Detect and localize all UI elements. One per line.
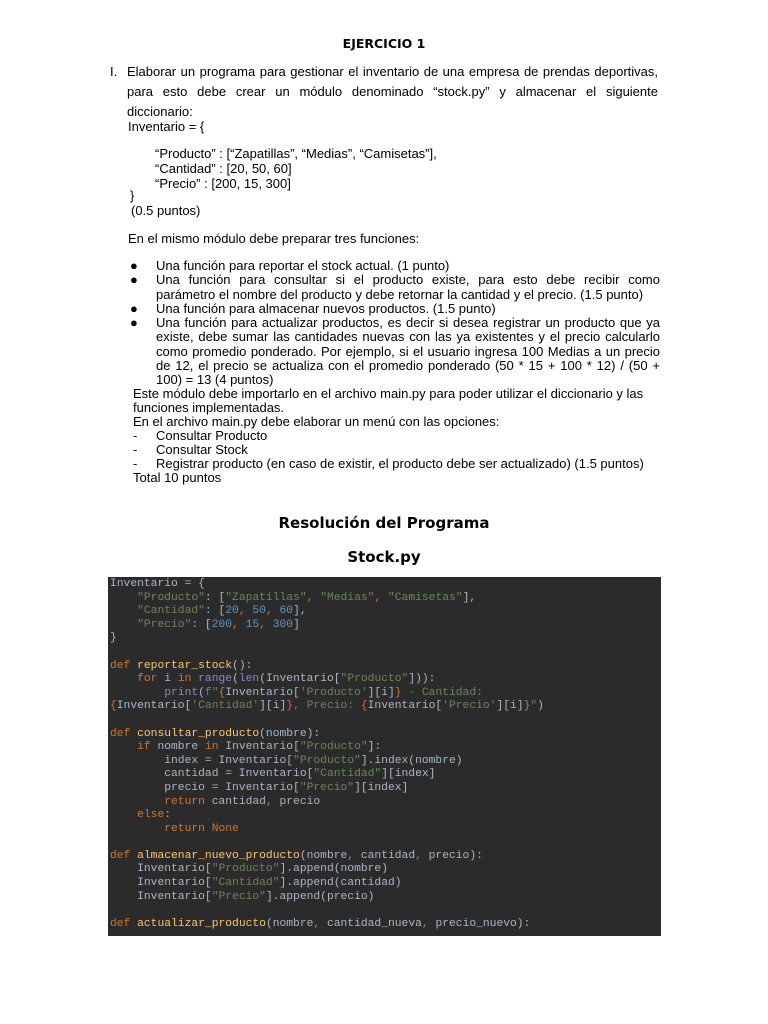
code-token: ][i] bbox=[496, 700, 524, 713]
file-title: Stock.py bbox=[347, 548, 421, 566]
dict-open: Inventario = { bbox=[128, 119, 205, 134]
code-listing bbox=[108, 577, 661, 931]
dict-close: } bbox=[130, 188, 135, 203]
code-token: def bbox=[110, 849, 138, 862]
code-token: , bbox=[238, 605, 253, 618]
code-token: } bbox=[523, 700, 531, 713]
code-token: in bbox=[204, 741, 226, 754]
code-token: return None bbox=[164, 822, 239, 835]
code-line bbox=[110, 632, 661, 646]
code-token: "Precio" bbox=[299, 781, 355, 794]
code-token: ][index] bbox=[354, 781, 409, 794]
code-line bbox=[110, 741, 661, 755]
code-token: , bbox=[347, 849, 361, 862]
bullet-icon: ● bbox=[130, 315, 138, 331]
code-token: Inventario = { bbox=[110, 578, 205, 590]
code-token: } bbox=[286, 700, 294, 713]
code-token: Inventario[ bbox=[367, 700, 443, 713]
list-item: ● Una función para almacenar nuevos productos. (1.5 punto) bbox=[130, 300, 496, 316]
code-token: Inventario[ bbox=[110, 877, 212, 890]
code-token: cantidad bbox=[360, 849, 416, 862]
code-line bbox=[110, 700, 661, 714]
code-token: { bbox=[110, 700, 117, 713]
dict-points: (0.5 puntos) bbox=[131, 203, 201, 218]
code-token: consultar_producto bbox=[137, 727, 260, 740]
code-line bbox=[110, 673, 661, 687]
code-token: (): bbox=[232, 659, 253, 672]
resolution-title: Resolución del Programa bbox=[278, 514, 490, 532]
code-token: (nombre bbox=[265, 917, 314, 930]
code-token: 'Precio' bbox=[442, 700, 497, 713]
code-token: precio bbox=[279, 795, 321, 808]
code-token: print bbox=[164, 686, 199, 699]
code-token: cantidad = Inventario[ bbox=[110, 768, 314, 781]
code-token: "Precio" bbox=[211, 890, 266, 903]
code-line bbox=[110, 891, 661, 905]
code-token: 60 bbox=[279, 605, 294, 618]
code-line bbox=[110, 592, 661, 606]
code-line bbox=[110, 578, 661, 592]
dash-icon: - bbox=[133, 428, 138, 443]
functions-list bbox=[130, 259, 660, 388]
code-line bbox=[110, 918, 661, 932]
code-token: 'Producto' bbox=[299, 686, 368, 699]
functions-intro: En el mismo módulo debe preparar tres funciones: bbox=[128, 231, 420, 246]
code-token: 20 bbox=[225, 605, 239, 618]
code-token bbox=[110, 673, 137, 685]
total-points: Total 10 puntos bbox=[133, 470, 222, 485]
code-token: in bbox=[177, 673, 199, 686]
code-token: 300 bbox=[272, 618, 294, 631]
code-token: , bbox=[421, 917, 436, 930]
code-token: precio): bbox=[428, 849, 483, 862]
list-item: ● Una función para consultar si el producto existe, para esto debe recibir como parámetro el nombre del producto y debe retornar la cantidad y el precio. (1.5 punto) bbox=[130, 272, 660, 302]
code-token: "Cantidad" bbox=[137, 605, 205, 618]
code-line bbox=[110, 605, 661, 619]
bullet-icon: ● bbox=[130, 272, 138, 288]
code-token: precio_nuevo): bbox=[435, 917, 531, 930]
code-token: def bbox=[110, 917, 138, 930]
code-token: , bbox=[306, 591, 321, 604]
code-token: (nombre bbox=[299, 849, 348, 862]
code-token: (nombre): bbox=[259, 727, 321, 740]
code-token: "Producto" bbox=[293, 754, 361, 767]
code-token: cantidad bbox=[211, 795, 266, 808]
code-token: def bbox=[110, 659, 138, 672]
code-token: if bbox=[137, 741, 158, 754]
code-token: ].append(precio) bbox=[265, 890, 375, 903]
code-token bbox=[110, 687, 164, 699]
code-line bbox=[110, 782, 661, 796]
code-token: ], bbox=[293, 605, 307, 618]
code-token: "Cantidad" bbox=[313, 768, 382, 781]
code-token: range bbox=[198, 673, 233, 686]
exercise-title: EJERCICIO 1 bbox=[342, 36, 426, 51]
code-token: else bbox=[137, 809, 165, 822]
code-token: ].index(nombre) bbox=[360, 754, 463, 767]
code-line bbox=[110, 646, 661, 660]
code-token bbox=[110, 741, 137, 753]
code-token: } bbox=[110, 632, 117, 645]
code-token: , bbox=[265, 795, 280, 808]
code-token: , bbox=[259, 618, 273, 631]
code-token: ].append(cantidad) bbox=[279, 877, 402, 890]
code-line bbox=[110, 687, 661, 701]
code-token: ][i] bbox=[367, 686, 395, 699]
code-token: "Medias" bbox=[320, 591, 375, 604]
code-token: ] bbox=[293, 618, 300, 631]
menu-option: - Consultar Stock bbox=[133, 442, 248, 457]
code-token: ], bbox=[462, 591, 477, 604]
code-token: } bbox=[394, 686, 402, 699]
code-token: Inventario[ bbox=[225, 686, 300, 699]
code-token: actualizar_producto bbox=[137, 917, 266, 930]
code-line bbox=[110, 768, 661, 782]
task-number: I. bbox=[110, 64, 118, 79]
code-token: : [ bbox=[191, 618, 212, 631]
code-block bbox=[108, 577, 661, 936]
list-item: ● Una función para actualizar productos, es decir si desea registrar un producto que ya existe, debe sumar las cantidades nuevas con las ya existentes y el precio calcularlo como promedio ponderado. Por ejemplo, si el usuario ingresa 100 Medias a un precio de 12, el precio se actualiza con el promedio ponderado (50 * 15 + 100 * 12) / (50 + 100) = 13 (4 puntos) bbox=[130, 315, 660, 388]
dict-producto: “Producto” : [“Zapatillas”, “Medias”, “Camisetas”], bbox=[155, 146, 437, 161]
code-token: { bbox=[360, 700, 368, 713]
code-token: "Zapatillas" bbox=[225, 591, 307, 604]
code-line bbox=[110, 836, 661, 850]
code-line bbox=[110, 714, 661, 728]
code-token: "Camisetas" bbox=[387, 591, 463, 604]
code-line bbox=[110, 796, 661, 810]
code-token: almacenar_nuevo_producto bbox=[137, 849, 300, 862]
code-token: , bbox=[265, 605, 280, 618]
code-token: Inventario[ bbox=[110, 863, 212, 876]
code-token: return bbox=[164, 795, 212, 808]
code-token bbox=[110, 796, 164, 808]
code-token: "Cantidad" bbox=[211, 877, 280, 890]
code-token: "Producto" bbox=[211, 863, 280, 876]
import-text: Este módulo debe importarlo en el archivo main.py para poder utilizar el diccionario y las funciones implementadas. bbox=[133, 386, 644, 415]
menu-option: - Consultar Producto bbox=[133, 428, 268, 443]
code-token: "Precio" bbox=[137, 618, 192, 631]
code-line bbox=[110, 863, 661, 877]
dash-icon: - bbox=[133, 442, 138, 457]
code-token: , bbox=[415, 849, 429, 862]
code-line bbox=[110, 850, 661, 864]
instructions-block bbox=[133, 387, 663, 485]
code-line bbox=[110, 660, 661, 674]
code-token: ) bbox=[537, 700, 544, 713]
code-token: f" bbox=[204, 686, 219, 699]
code-token: 50 bbox=[252, 605, 266, 618]
code-line bbox=[110, 809, 661, 823]
code-token: ])): bbox=[408, 673, 436, 686]
code-token: 'Cantidad' bbox=[191, 700, 260, 713]
dict-cantidad: “Cantidad” : [20, 50, 60] bbox=[155, 161, 292, 176]
code-token: { bbox=[218, 686, 226, 699]
code-token: , Precio: bbox=[293, 700, 361, 713]
code-token: , bbox=[313, 917, 327, 930]
code-token: ( bbox=[232, 673, 239, 686]
code-token: Inventario[ bbox=[116, 700, 192, 713]
code-token: ( bbox=[198, 686, 205, 699]
code-token: : [ bbox=[204, 591, 226, 604]
code-line bbox=[110, 823, 661, 837]
code-token: (Inventario[ bbox=[259, 673, 341, 686]
code-token bbox=[110, 619, 137, 631]
code-token: "Producto" bbox=[299, 741, 368, 754]
code-token: Inventario[ bbox=[225, 741, 300, 754]
code-token: Inventario[ bbox=[110, 890, 212, 903]
code-token: : [ bbox=[204, 605, 226, 618]
code-token bbox=[110, 823, 164, 835]
code-token: precio = Inventario[ bbox=[110, 781, 300, 794]
code-token bbox=[110, 605, 137, 617]
code-line bbox=[110, 755, 661, 769]
code-line bbox=[110, 728, 661, 742]
code-token: " bbox=[530, 700, 538, 713]
code-token: reportar_stock bbox=[137, 659, 233, 672]
code-token: ].append(nombre) bbox=[279, 863, 388, 876]
dash-icon: - bbox=[133, 456, 138, 471]
code-token: len bbox=[238, 673, 260, 686]
code-token bbox=[110, 592, 137, 604]
code-token bbox=[110, 809, 137, 821]
code-token: , bbox=[232, 618, 246, 631]
code-token: : bbox=[164, 809, 172, 822]
code-token: cantidad_nueva bbox=[326, 917, 422, 930]
code-token: "Producto" bbox=[137, 591, 205, 604]
bullet-icon: ● bbox=[130, 300, 138, 316]
code-token: 200 bbox=[211, 618, 233, 631]
code-token: ][i] bbox=[259, 700, 287, 713]
task-text: Elaborar un programa para gestionar el inventario de una empresa de prendas deportivas, para esto debe crear un módulo denominado “stock.py” y almacenar el siguiente diccionario: bbox=[127, 64, 658, 119]
code-token: i bbox=[164, 673, 178, 686]
code-line bbox=[110, 904, 661, 918]
code-token: , bbox=[374, 591, 388, 604]
list-item: ● Una función para reportar el stock actual. (1 punto) bbox=[130, 258, 450, 273]
menu-intro: En el archivo main.py debe elaborar un menú con las opciones: bbox=[133, 414, 500, 429]
code-token: nombre bbox=[157, 741, 205, 754]
code-token: def bbox=[110, 727, 138, 740]
code-line bbox=[110, 877, 661, 891]
menu-option: - Registrar producto (en caso de existir, el producto debe ser actualizado) (1.5 puntos) bbox=[133, 456, 644, 471]
dict-precio: “Precio” : [200, 15, 300] bbox=[155, 176, 291, 191]
code-token: for bbox=[137, 673, 165, 686]
code-token: ][index] bbox=[381, 768, 436, 781]
code-token: "Producto" bbox=[340, 673, 409, 686]
code-token: - Cantidad: bbox=[401, 686, 483, 699]
code-token: 15 bbox=[245, 618, 260, 631]
code-token: index = Inventario[ bbox=[110, 754, 294, 767]
bullet-icon: ● bbox=[130, 258, 138, 273]
code-token: ]: bbox=[367, 741, 382, 754]
code-line bbox=[110, 619, 661, 633]
